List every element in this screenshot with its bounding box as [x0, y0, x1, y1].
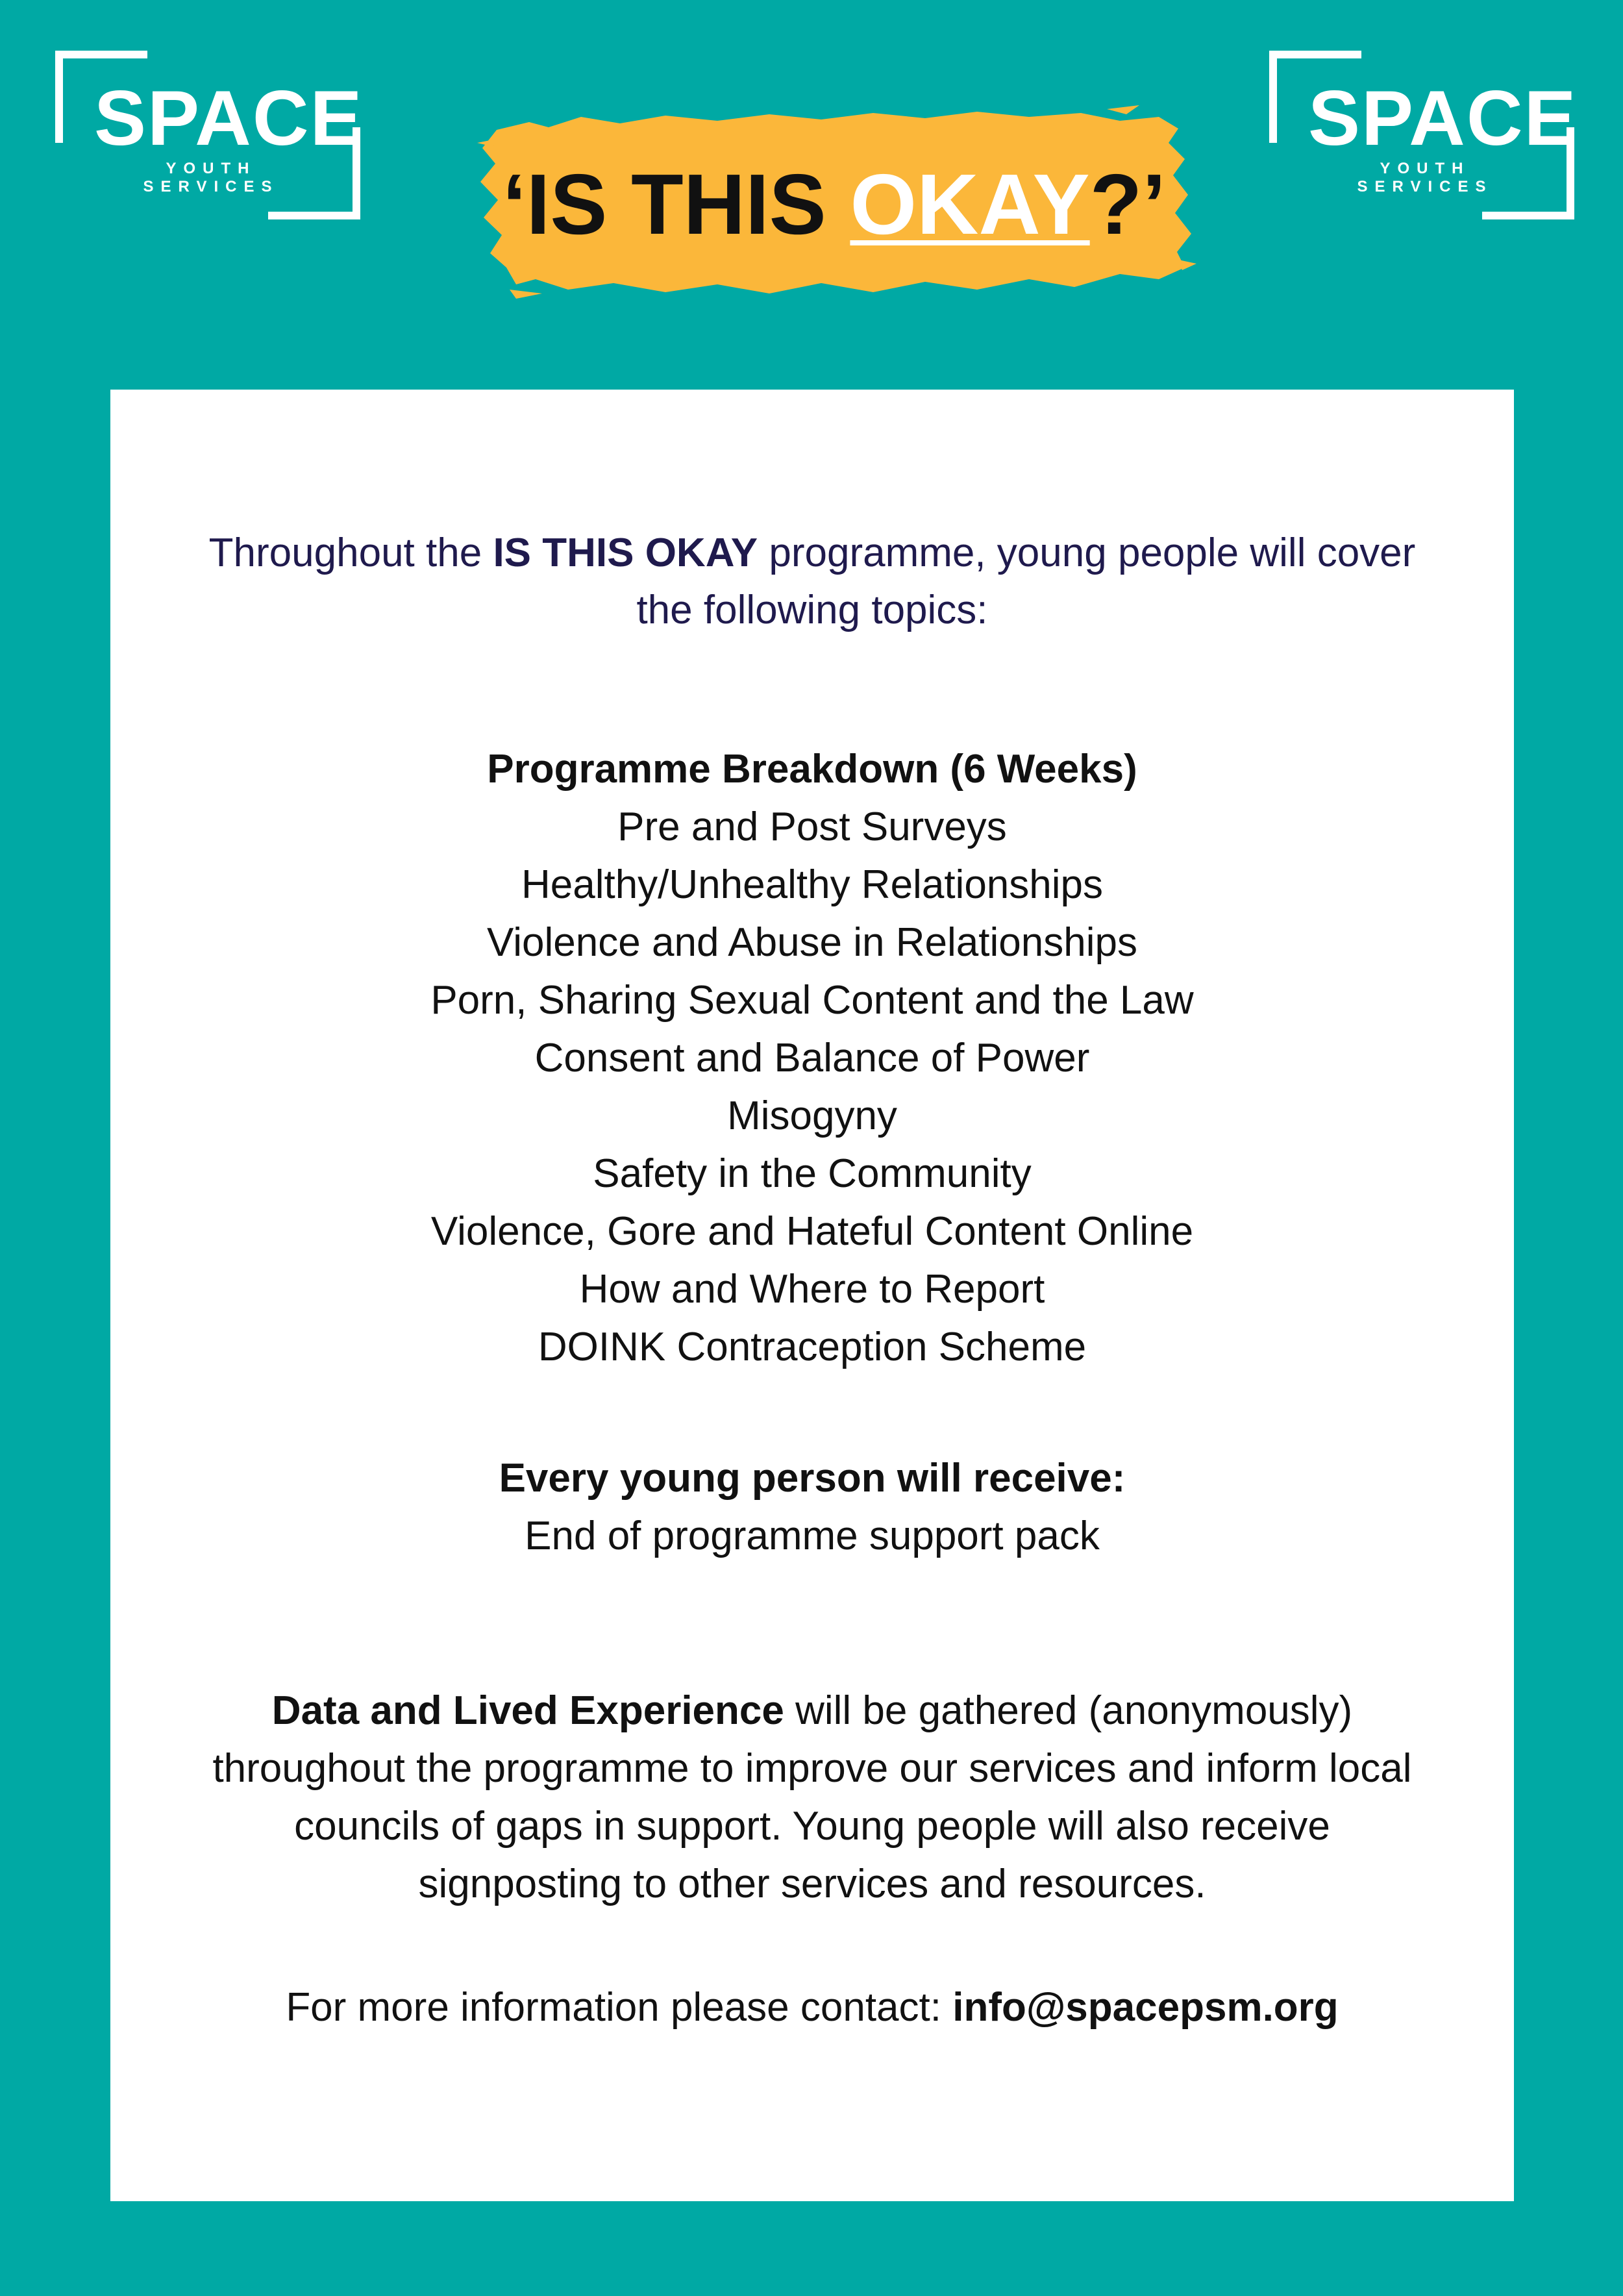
data-line-3: councils of gaps in support. Young people will also receive — [294, 1804, 1330, 1849]
breakdown-item: Pre and Post Surveys — [617, 805, 1007, 849]
data-bold-label: Data and Lived Experience — [271, 1688, 784, 1733]
intro-paragraph — [110, 525, 1514, 639]
title-banner — [471, 97, 1198, 305]
space-logo-left — [55, 51, 364, 219]
breakdown-item: Misogyny — [727, 1093, 897, 1138]
contact-label: For more information please contact: — [286, 1985, 953, 2030]
breakdown-heading: Programme Breakdown (6 Weeks) — [487, 747, 1137, 792]
data-section — [110, 1682, 1514, 1913]
breakdown-item: Violence and Abuse in Relationships — [487, 920, 1137, 965]
breakdown-item: DOINK Contraception Scheme — [538, 1325, 1087, 1369]
data-line-4: signposting to other services and resources. — [418, 1862, 1206, 1906]
receive-heading: Every young person will receive: — [499, 1456, 1126, 1501]
title-suffix: ?’ — [1089, 156, 1166, 252]
data-line-2: throughout the programme to improve our services and inform local — [212, 1746, 1412, 1791]
title-prefix: ‘IS THIS — [502, 156, 850, 252]
programme-breakdown — [110, 740, 1514, 1376]
data-line-1-rest: will be gathered (anonymously) — [784, 1688, 1353, 1733]
logo-brand-text: SPACE — [94, 75, 364, 162]
data-line-1 — [110, 1682, 1514, 1740]
contact-email-link[interactable]: info@spacepsm.org — [952, 1985, 1339, 2030]
page-title — [471, 156, 1198, 253]
logo-tagline: YOUTH SERVICES — [1357, 160, 1493, 195]
breakdown-item: Healthy/Unhealthy Relationships — [521, 862, 1104, 907]
contact-line — [110, 1978, 1514, 2036]
title-highlight: OKAY — [850, 156, 1090, 252]
breakdown-item: Safety in the Community — [593, 1151, 1032, 1196]
breakdown-item: How and Where to Report — [579, 1267, 1045, 1312]
intro-programme-name: IS THIS OKAY — [493, 530, 758, 575]
breakdown-item: Consent and Balance of Power — [534, 1036, 1090, 1080]
intro-line-2: the following topics: — [636, 588, 988, 632]
content-card — [110, 390, 1514, 2201]
logo-brand-text: SPACE — [1308, 75, 1578, 162]
receive-item: End of programme support pack — [525, 1514, 1100, 1558]
receive-section — [110, 1449, 1514, 1565]
intro-text-after: programme, young people will cover — [758, 530, 1416, 575]
breakdown-item: Violence, Gore and Hateful Content Online — [430, 1209, 1194, 1254]
breakdown-item: Porn, Sharing Sexual Content and the Law — [430, 978, 1194, 1023]
logo-tagline: YOUTH SERVICES — [143, 160, 279, 195]
intro-line-1 — [110, 525, 1514, 582]
intro-text-before: Throughout the — [208, 530, 493, 575]
space-logo-right — [1269, 51, 1578, 219]
